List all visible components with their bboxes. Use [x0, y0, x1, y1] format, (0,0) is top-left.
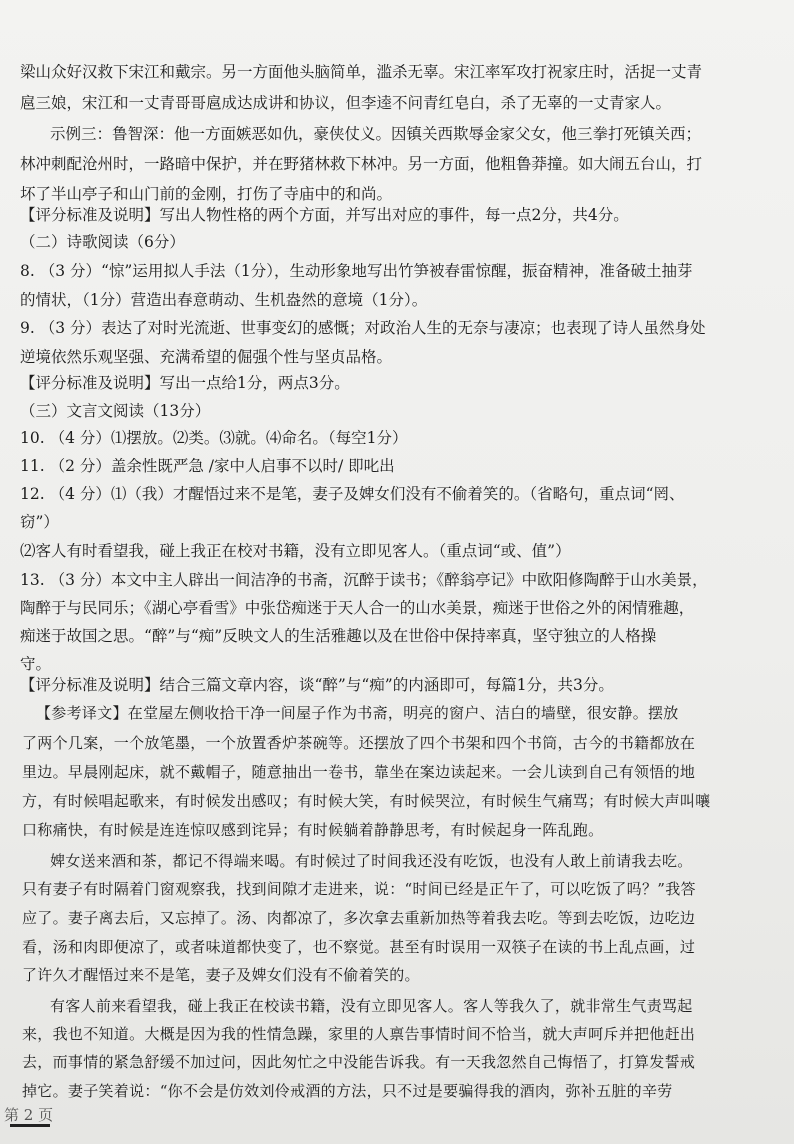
- section-heading: （三）文言文阅读（13分）: [20, 402, 211, 420]
- answer-10: 10. （4 分）⑴摆放。⑵类。⑶就。⑷命名。（每空1分）: [20, 429, 408, 447]
- translation-line: 【参考译文】在堂屋左侧收拾干净一间屋子作为书斋，明亮的窗户、洁白的墙壁，很安静。摆放: [36, 704, 679, 722]
- text-line: 的情状，（1分）营造出春意萌动、生机盎然的意境（1分）。: [20, 291, 428, 309]
- text-line: 陶醉于与民同乐；《湖心亭看雪》中张岱痴迷于天人合一的山水美景，痴迷于世俗之外的闲情雅趣，: [20, 599, 695, 617]
- answer-13: 13. （3 分）本文中主人辟出一间洁净的书斋，沉醉于读书；《醉翁亭记》中欧阳修陶醉于山水美景，: [20, 571, 708, 589]
- text-line: 示例三：鲁智深：他一方面嫉恶如仇，豪侠仗义。因镇关西欺辱金家父女，他三拳打死镇关西；: [50, 125, 702, 143]
- translation-line: 方，有时候唱起歌来，有时候发出感叹；有时候大笑，有时候哭泣，有时候生气痛骂；有时候大声叫嚷: [22, 792, 711, 810]
- translation-line: 来，我也不知道。大概是因为我的性情急躁，家里的人禀告事情时间不恰当，就大声呵斥并把他赶出: [22, 1025, 696, 1043]
- translation-line: 只有妻子有时隔着门窗观察我，找到间隙才走进来，说：“时间已经是正午了，可以吃饭了吗？”我答: [22, 880, 696, 898]
- text-line: 窃”）: [20, 513, 59, 531]
- text-line: 林冲刺配沧州时，一路暗中保护，并在野猪林救下林冲。另一方面，他粗鲁莽撞。如大闹五台山，打: [20, 155, 703, 173]
- page-mark: [10, 1124, 50, 1127]
- text-line: 守。: [20, 655, 52, 673]
- translation-line: 了两个几案，一个放笔墨，一个放置香炉茶碗等。还摆放了四个书架和四个书筒，古今的书籍都放在: [22, 734, 696, 752]
- answer-8: 8. （3 分）“惊”运用拟人手法（1分），生动形象地写出竹笋被春雷惊醒，振奋精神，准备破土抽芽: [20, 262, 693, 280]
- translation-line: 掉它。妻子笑着说：“你不会是仿效刘伶戒酒的方法，只不过是要骗得我的酒肉，弥补五脏的辛劳: [22, 1082, 673, 1100]
- scoring-note: 【评分标准及说明】写出人物性格的两个方面，并写出对应的事件，每一点2分，共4分。: [20, 206, 629, 224]
- translation-line: 应了。妻子离去后，又忘掉了。汤、肉都凉了，多次拿去重新加热等着我去吃。等到去吃饭，边吃边: [22, 909, 696, 927]
- text-line: 扈三娘，宋江和一丈青哥哥扈成达成讲和协议，但李逵不问青红皂白，杀了无辜的一丈青家人。: [20, 94, 672, 112]
- page-number: 第 2 页: [4, 1106, 54, 1124]
- translation-line: 去，而事情的紧急舒缓不加过问，因此匆忙之中没能告诉我。有一天我忽然自己悔悟了，打算发誓戒: [22, 1053, 696, 1071]
- section-heading: （二）诗歌阅读（6分）: [20, 233, 185, 251]
- translation-line: 口称痛快，有时候是连连惊叹感到诧异；有时候躺着静静思考，有时候起身一阵乱跑。: [22, 821, 604, 839]
- text-line: 逆境依然乐观坚强、充满希望的倔强个性与坚贞品格。: [20, 348, 393, 366]
- text-line: 痴迷于故国之思。“醉”与“痴”反映文人的生活雅趣以及在世俗中保持率真，坚守独立的人格操: [20, 627, 657, 645]
- translation-line: 里边。早晨刚起床，就不戴帽子，随意抽出一卷书，靠坐在案边读起来。一会儿读到自己有领悟的地: [22, 763, 696, 781]
- scoring-note: 【评分标准及说明】结合三篇文章内容，谈“醉”与“痴”的内涵即可，每篇1分，共3分。: [20, 676, 614, 694]
- answer-9: 9. （3 分）表达了对时光流逝、世事变幻的感慨；对政治人生的无奈与凄凉；也表现了诗人虽然身处: [20, 319, 706, 337]
- scoring-note: 【评分标准及说明】写出一点给1分，两点3分。: [20, 374, 350, 392]
- translation-line: 婢女送来酒和茶，都记不得端来喝。有时候过了时间我还没有吃饭，也没有人敢上前请我去吃。: [50, 852, 693, 870]
- text-line: 梁山众好汉救下宋江和戴宗。另一方面他头脑简单，滥杀无辜。宋江率军攻打祝家庄时，活捉一丈青: [20, 63, 703, 81]
- text-line: ⑵客人有时看望我，碰上我正在校对书籍，没有立即见客人。（重点词“或、值”）: [20, 542, 571, 560]
- answer-12: 12. （4 分）⑴（我）才醒悟过来不是笔，妻子及婢女们没有不偷着笑的。（省略句，重点词“罔、: [20, 485, 685, 503]
- text-line: 坏了半山亭子和山门前的金刚，打伤了寺庙中的和尚。: [20, 185, 393, 203]
- translation-line: 了许久才醒悟过来不是笔，妻子及婢女们没有不偷着笑的。: [22, 966, 420, 984]
- translation-line: 看，汤和肉即便凉了，或者味道都快变了，也不察觉。甚至有时误用一双筷子在读的书上乱点画，过: [22, 938, 696, 956]
- answer-11: 11. （2 分）盖余性既严急 /家中人启事不以时/ 即叱出: [20, 457, 395, 475]
- translation-line: 有客人前来看望我，碰上我正在校读书籍，没有立即见客人。客人等我久了，就非常生气责骂起: [50, 997, 693, 1015]
